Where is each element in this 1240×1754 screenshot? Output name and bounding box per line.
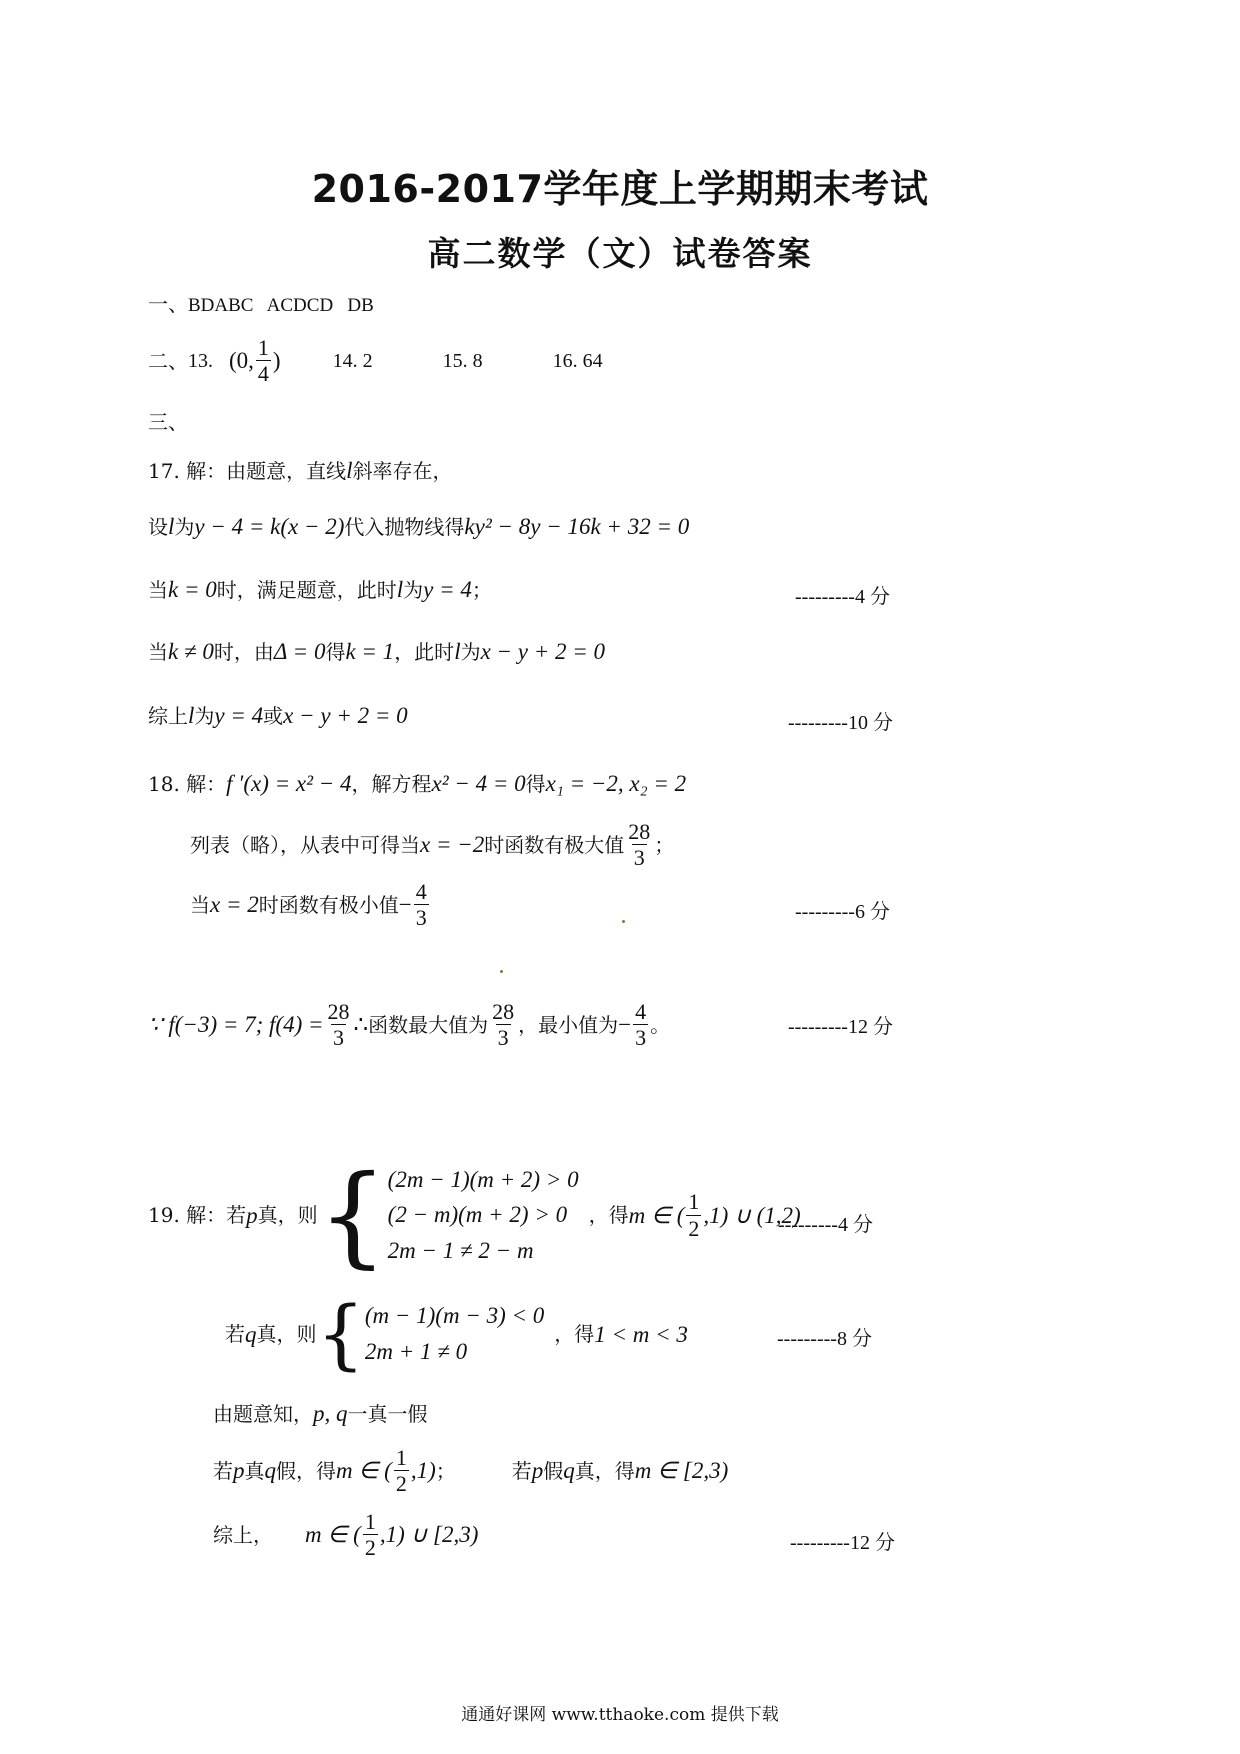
q17-text: 为 xyxy=(194,704,215,728)
q19-var: p xyxy=(246,1202,258,1228)
q18-text: 18. 解： xyxy=(148,772,227,796)
fraction-den: 3 xyxy=(635,1025,647,1051)
q17-score-2: ---------10 分 xyxy=(788,712,893,734)
q19-line-3 xyxy=(213,1402,428,1425)
q18-fraction xyxy=(633,1000,648,1049)
q19-fraction xyxy=(686,1190,701,1239)
q19-line-5 xyxy=(213,1510,478,1559)
q17-equation: y − 4 = k(x − 2) xyxy=(194,514,345,539)
q19-equation: 1 < m < 3 xyxy=(594,1321,688,1347)
q18-line-2 xyxy=(190,820,674,869)
scan-speck xyxy=(622,920,625,923)
q18-text: 列表（略），从表中可得当 xyxy=(190,832,420,857)
q18-equation: x₁ = −2, x₂ = 2 xyxy=(545,771,687,796)
q18-score-1: ---------6 分 xyxy=(795,901,890,923)
fraction-num: 28 xyxy=(327,999,350,1024)
q18-line-4 xyxy=(148,1000,670,1049)
section-2 xyxy=(148,336,603,385)
q17-text: 当 xyxy=(148,640,168,664)
exam-subtitle: 高二数学（文）试卷答案 xyxy=(427,234,813,273)
q19-fraction xyxy=(363,1510,378,1559)
section-1 xyxy=(148,294,374,315)
q19-equation: ,1) xyxy=(410,1458,436,1484)
q17-line-5 xyxy=(148,704,408,727)
q19-line-2 xyxy=(225,1289,688,1378)
q17-text: ，此时 xyxy=(394,640,455,664)
q19-score-1: ---------4 分 xyxy=(778,1214,873,1236)
fraction-num: 28 xyxy=(492,999,515,1024)
q18-line-3 xyxy=(190,880,431,929)
q17-score-1: ---------4 分 xyxy=(795,586,890,608)
q19-equation: ,1) ∪ (1,2) xyxy=(703,1202,801,1228)
scan-speck xyxy=(500,970,503,973)
q17-equation: Δ = 0 xyxy=(273,639,326,664)
q18-fraction xyxy=(490,1000,516,1049)
q19-score-3: ---------12 分 xyxy=(790,1532,895,1554)
q17-equation: x − y + 2 = 0 xyxy=(283,703,408,728)
q18-text: ； xyxy=(654,832,675,857)
q19-system-1-rows xyxy=(388,1162,579,1269)
q18-text: 时函数有极大值 xyxy=(484,832,625,857)
q19-var: p xyxy=(233,1458,245,1484)
therefore-symbol: ∴ xyxy=(353,1012,369,1038)
q17-text: 综上 xyxy=(148,704,188,728)
q19-system-1 xyxy=(317,1151,579,1279)
system-row: (2m − 1)(m + 2) > 0 xyxy=(387,1166,579,1192)
fraction-num: 4 xyxy=(635,999,647,1024)
q19-var: p xyxy=(531,1458,544,1484)
q17-text: ； xyxy=(471,578,492,602)
q18-text: 得 xyxy=(525,772,546,796)
q18-line-1 xyxy=(148,772,686,795)
left-brace-icon: { xyxy=(316,1289,365,1378)
q17-text: 17. 解：由题意，直线 xyxy=(148,459,347,483)
q19-text: 假，得 xyxy=(276,1458,336,1483)
q17-var: l xyxy=(396,577,404,602)
fraction-num: 1 xyxy=(395,1445,407,1470)
q19-text: 真，得 xyxy=(574,1458,635,1483)
q19-text: 假 xyxy=(543,1458,564,1483)
q19-equation: m ∈ ( xyxy=(305,1522,361,1548)
q17-equation: ky² − 8y − 16k + 32 = 0 xyxy=(464,514,690,539)
q19-var: q xyxy=(264,1458,276,1484)
q17-text: 斜率存在， xyxy=(352,459,453,483)
q18-text: 当 xyxy=(190,892,210,917)
fraction-den: 3 xyxy=(633,845,645,871)
q16-answer: 16. 64 xyxy=(552,349,603,372)
q13-den: 4 xyxy=(257,361,269,387)
section-1-answers: BDABC ACDCD DB xyxy=(188,295,374,316)
q19-system-2-rows xyxy=(365,1298,544,1369)
q17-text: 代入抛物线得 xyxy=(344,515,465,539)
q18-equation: x = 2 xyxy=(210,892,259,918)
q17-equation: k = 0 xyxy=(168,577,217,602)
q17-text: 为 xyxy=(174,515,195,539)
q13-open: (0, xyxy=(229,348,254,374)
fraction-den: 3 xyxy=(415,905,427,931)
fraction-den: 3 xyxy=(497,1025,509,1051)
system-row: 2m + 1 ≠ 0 xyxy=(364,1339,468,1364)
q19-text: 若 xyxy=(213,1458,233,1483)
q17-equation: k ≠ 0 xyxy=(168,639,214,664)
fraction-den: 2 xyxy=(688,1215,700,1241)
q17-var: l xyxy=(454,639,461,664)
q14-answer: 14. 2 xyxy=(332,349,373,372)
q19-fraction xyxy=(394,1446,409,1495)
system-row: 2m − 1 ≠ 2 − m xyxy=(387,1237,534,1263)
q17-text: 得 xyxy=(325,640,346,664)
q17-text: 为 xyxy=(460,640,481,664)
q17-text: 时，由 xyxy=(213,640,274,664)
q17-line-3 xyxy=(148,578,492,601)
q18-score-2: ---------12 分 xyxy=(788,1016,893,1038)
system-row: (2 − m)(m + 2) > 0 xyxy=(387,1202,568,1228)
q17-equation: y = 4 xyxy=(423,577,472,602)
fraction-num: 1 xyxy=(364,1509,376,1534)
q17-line-4 xyxy=(148,640,605,663)
q18-fraction xyxy=(326,1000,352,1049)
q18-equation: ∵ f(−3) = 7; f(4) = xyxy=(148,1012,324,1038)
q13-label: 13. xyxy=(188,349,213,372)
footer-credit: 通通好课网 www.tthaoke.com 提供下载 xyxy=(461,1705,779,1725)
q18-min-fraction xyxy=(414,880,429,929)
fraction-num: 1 xyxy=(688,1189,700,1215)
q19-line-1 xyxy=(148,1151,801,1279)
q17-var: l xyxy=(188,703,195,728)
q18-text: 。 xyxy=(650,1012,671,1037)
fraction-num: 28 xyxy=(628,819,651,844)
q19-text: 真，则 xyxy=(257,1203,318,1227)
q18-text: 函数最大值为 xyxy=(368,1012,489,1037)
q19-text: 若 xyxy=(511,1458,532,1483)
system-row: (m − 1)(m − 3) < 0 xyxy=(364,1303,545,1329)
exam-title: 2016-2017学年度上学期期末考试 xyxy=(311,167,929,211)
q18-text: 时函数有极小值 xyxy=(258,892,399,917)
left-brace-icon: { xyxy=(317,1151,388,1279)
q17-var: l xyxy=(168,514,175,539)
q17-equation: y = 4 xyxy=(214,703,264,728)
q19-text: 若 xyxy=(225,1322,245,1346)
q18-max-fraction xyxy=(626,820,652,869)
q17-var: l xyxy=(346,458,353,483)
q19-equation: m ∈ ( xyxy=(336,1458,392,1484)
q19-equation: m ∈ [2,3) xyxy=(634,1458,729,1484)
q19-text: 由题意知， xyxy=(213,1402,313,1426)
q18-text: ，解方程 xyxy=(351,772,432,796)
fraction-den: 2 xyxy=(364,1535,376,1561)
q18-equation: x = −2 xyxy=(420,832,485,858)
q17-text: 时，满足题意，此时 xyxy=(216,578,397,602)
q17-equation: x − y + 2 = 0 xyxy=(480,639,606,664)
fraction-num: 4 xyxy=(415,879,427,904)
section-3-label: 三、 xyxy=(148,410,188,434)
minus-sign: − xyxy=(618,1012,632,1038)
q17-text: 或 xyxy=(263,704,284,728)
q19-var: q xyxy=(563,1458,575,1484)
q19-equation: m ∈ ( xyxy=(628,1202,685,1228)
q17-text: 当 xyxy=(148,578,168,602)
q19-system-2 xyxy=(316,1289,545,1378)
fraction-den: 3 xyxy=(333,1025,345,1051)
q19-text: 真 xyxy=(244,1458,265,1483)
q19-text: ，得 xyxy=(588,1203,629,1227)
q17-text: 为 xyxy=(403,578,424,602)
q19-text: ； xyxy=(435,1458,456,1483)
q19-text: 一真一假 xyxy=(347,1402,428,1426)
section-2-label: 二、 xyxy=(148,348,188,373)
q18-equation: f ′(x) = x² − 4 xyxy=(226,771,352,796)
q13-num: 1 xyxy=(257,335,269,360)
q13-fraction xyxy=(256,336,271,385)
q19-line-4 xyxy=(213,1446,728,1495)
q18-text: ，最小值为 xyxy=(518,1012,619,1037)
q19-var: q xyxy=(245,1321,257,1347)
q19-text: 综上， xyxy=(213,1522,273,1547)
q19-equation: p, q xyxy=(313,1401,348,1426)
minus-sign: − xyxy=(398,892,412,918)
q17-line-1 xyxy=(148,459,453,482)
q19-text: ，得 xyxy=(554,1322,595,1346)
q17-line-2 xyxy=(148,515,689,538)
q18-equation: x² − 4 = 0 xyxy=(431,771,526,796)
fraction-den: 2 xyxy=(395,1471,407,1497)
q19-text: 19. 解：若 xyxy=(148,1203,247,1227)
q13-close: ) xyxy=(272,348,281,374)
q19-equation: ,1) ∪ [2,3) xyxy=(379,1522,479,1548)
q17-text: 设 xyxy=(148,515,168,539)
q15-answer: 15. 8 xyxy=(442,349,483,372)
q19-score-2: ---------8 分 xyxy=(777,1328,872,1350)
section-1-label: 一、 xyxy=(148,292,188,316)
q17-equation: k = 1 xyxy=(345,639,395,664)
q19-text: 真，则 xyxy=(256,1322,317,1346)
